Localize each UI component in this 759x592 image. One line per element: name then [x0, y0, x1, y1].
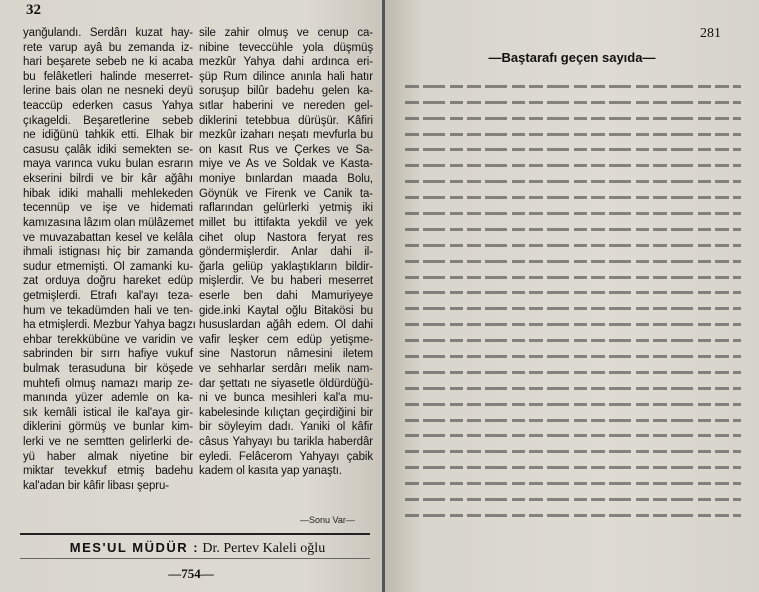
arabic-text-line	[405, 323, 741, 326]
text-line: on kasıt Rus ve Çerkes ve Sa-	[199, 143, 373, 156]
text-line: yanğulandı. Serdârı kuzat hay-	[23, 27, 193, 39]
text-line: ehbar terekkübüne ve varidin ve	[23, 333, 193, 346]
text-line: soruşup bilûr badehu gelen ka-	[199, 85, 373, 98]
arabic-text-line	[405, 482, 741, 485]
text-line: miktar tevekkuf etmiş badehu	[23, 465, 193, 478]
arabic-text-line	[405, 466, 741, 469]
text-line: çıkageldi. Beşaretlerine sebeb	[23, 114, 193, 127]
text-line: ni ve bunca mesihleri kal'a mu-	[199, 392, 373, 405]
arabic-text-line	[405, 133, 741, 136]
arabic-text-line	[405, 387, 741, 390]
text-line: dar şettatı ne siyasetle öldürdüğü-	[199, 377, 373, 390]
text-line: gide.inki Kaytal oğlu Bitakösi bu	[199, 304, 373, 317]
text-line: diklerini görmüş ve bunlar kim-	[23, 421, 193, 434]
text-line: ha etmişlerdi. Mezbur Yahya bagzı	[23, 319, 196, 332]
text-line: sile zahir olmuş ve cenup ca-	[199, 27, 373, 39]
text-line: kamızasına lâzım olan mülâzemet	[23, 216, 194, 229]
text-line: millet bu ittifakta yekdil ve yek	[199, 216, 373, 229]
arabic-text-line	[405, 355, 741, 358]
text-line: eyledi. Felâcerom Yahyayı çabik	[199, 450, 373, 463]
text-line: hususlardan ağâh edem. Ol dahi	[199, 319, 373, 332]
text-line: casusu çalâk idiki semekten se-	[23, 143, 193, 156]
text-line: hari beşarete sebeb ne ki acaba	[23, 56, 193, 69]
continued-note: —Sonu Var—	[300, 515, 355, 525]
text-line: tecennüp ve işe ve hidemati	[23, 202, 193, 215]
editor-rule-bottom	[20, 558, 370, 559]
text-line: yü haber almak niyetine bir	[23, 450, 193, 463]
text-line: câsus Yahyayı bu tarikla haberdâr	[199, 436, 373, 449]
arabic-text-line	[405, 514, 741, 517]
right-page	[385, 0, 759, 592]
arabic-text-line	[405, 371, 741, 374]
text-line: diklerini tetebbua dürüşür. Kâfiri	[199, 114, 373, 127]
arabic-text-line	[405, 450, 741, 453]
text-line: kal'adan bir kâfir libası şepru-	[23, 479, 170, 492]
text-line: zat orduya doğru hareket edüp	[23, 275, 193, 288]
arabic-text-line	[405, 101, 741, 104]
text-line: hibak idiki mahalli mehlekeden	[23, 187, 193, 200]
text-line: eserle ben dahi Mamuriyeye	[199, 289, 373, 302]
text-line: kabelesinde kılıçtan geçirdiğini bir	[199, 406, 373, 419]
arabic-text-line	[405, 196, 741, 199]
text-line: sıtlar haberini ve nereden gel-	[199, 100, 373, 113]
right-page-number: 281	[700, 26, 721, 41]
arabic-text-line	[405, 419, 741, 422]
arabic-text-line	[405, 212, 741, 215]
text-line: bu felâketleri halinde meserret-	[23, 70, 193, 83]
text-line: vafir leşker cem edüp yetişme-	[199, 333, 373, 346]
text-line: moniye bınlardan maada Bolu,	[199, 173, 373, 186]
arabic-text-line	[405, 148, 741, 151]
editor-rule-top	[20, 533, 370, 535]
text-line: mişlerdir. Ve bu haberi meserret	[199, 275, 373, 288]
text-line: sık kemâli istical ile kal'aya gir-	[23, 406, 193, 419]
text-line: getmişlerdi. Etrafı kal'ayı teza-	[23, 289, 193, 302]
text-line: ve muvazabattan kesel ve kelâla	[23, 231, 193, 244]
text-line: şüp Rum dilince anınla hali hatır	[199, 70, 373, 83]
text-line: hum ve tekadümden hali ve ten-	[23, 304, 193, 317]
text-line: maya varınca vuku bulan esrarın	[23, 158, 193, 171]
arabic-text-line	[405, 244, 741, 247]
text-line: mezkûr Yahya dahi ardınca eri-	[199, 56, 373, 69]
text-line: lerine bais olan ne nesneki deyü	[23, 85, 193, 98]
arabic-text-line	[405, 85, 741, 88]
text-column-left	[23, 26, 196, 494]
arabic-text-line	[405, 228, 741, 231]
text-line: Göynük ve Firenk ve Canik ta-	[199, 187, 373, 200]
arabic-text-line	[405, 260, 741, 263]
text-line: göndermişlerdir. Anlar dahi il-	[199, 246, 373, 259]
arabic-text-line	[405, 339, 741, 342]
text-line: manında yüzer ademle on ka-	[23, 392, 193, 405]
text-line: sabrinden bir sırrı hafiye vukuf	[23, 348, 193, 361]
arabic-text-line	[405, 498, 741, 501]
text-line: bir söyleyim dadı. Yaniki ol kâfir	[199, 421, 373, 434]
arabic-text-line	[405, 291, 741, 294]
arabic-text-line	[405, 403, 741, 406]
text-line: cihet olup Nastora feryat res	[199, 231, 373, 244]
editor-name: Dr. Pertev Kaleli oğlu	[202, 541, 326, 556]
arabic-text-line	[405, 180, 741, 183]
text-line: rete varup ayâ bu zemanda iz-	[23, 41, 193, 54]
editor-line	[20, 540, 375, 557]
arabic-text-line	[405, 434, 741, 437]
text-line: ğarla geliüp yaklaştıkların bildir-	[199, 260, 373, 273]
text-line: ekserini bilrdi ve bir kâr ağâhı	[23, 173, 193, 186]
text-line: ihmali istignası hiç bir zamanda	[23, 246, 193, 259]
arabic-script-text-block	[405, 72, 741, 517]
continued-heading: —Baştarafı geçen sayıda—	[488, 50, 656, 65]
footer-page-number: —754—	[168, 566, 214, 581]
text-line: ve sehharlar serdârı melik nam-	[199, 363, 373, 376]
arabic-text-line	[405, 276, 741, 279]
editor-label: MES'UL MÜDÜR :	[69, 540, 200, 555]
arabic-text-line	[405, 307, 741, 310]
text-line: ne idiğünü tahkik etti. Elhak bir	[23, 129, 193, 142]
text-column-right	[199, 26, 373, 479]
left-page-number: 32	[26, 2, 41, 18]
text-line: teaccüp ederken casus Yahya	[23, 100, 193, 113]
arabic-text-line	[405, 117, 741, 120]
text-line: muhtefi olmuş namazı marip ze-	[23, 377, 193, 390]
text-line: bulmak terasuduna bir köşede	[23, 363, 193, 376]
arabic-text-line	[405, 164, 741, 167]
text-line: raflarından gelürlerki yetmiş iki	[199, 202, 373, 215]
text-line: miye ve As ve Soldak ve Kasta-	[199, 158, 373, 171]
text-line: nibine teveccühle yola düşmüş	[199, 41, 373, 54]
text-line: kadem ol kasıta yap yanaştı.	[199, 465, 342, 478]
text-line: lerki ve ne semtten gelirlerki de-	[23, 436, 193, 449]
text-line: sine Nastorun nâmesini iletem	[199, 348, 373, 361]
text-line: mezkûr izaharı neşatı mevfurla bu	[199, 129, 373, 142]
text-line: sudur etmemişti. Ol zamanki ku-	[23, 260, 193, 273]
